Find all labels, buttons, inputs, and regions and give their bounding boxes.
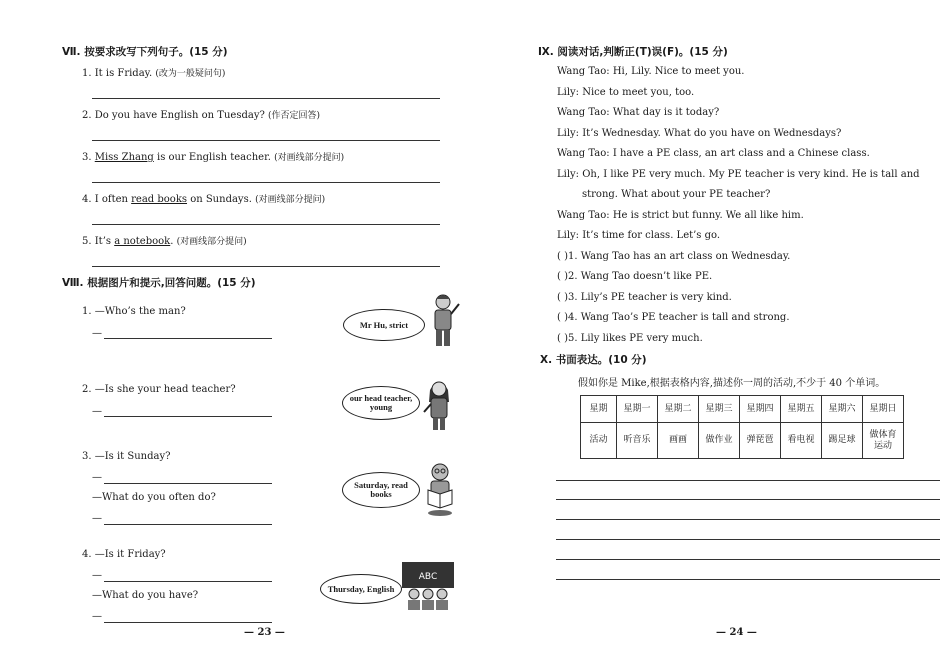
speech-bubble: Thursday, English — [320, 574, 402, 604]
answer-line[interactable] — [92, 98, 440, 99]
answer-line[interactable] — [92, 182, 440, 183]
dialog-line: Wang Tao: I have a PE class, an art class and a Chinese class. — [557, 148, 870, 159]
table-cell: 星期 — [581, 396, 617, 423]
section-8-title: Ⅷ. 根据图片和提示,回答问题。(15 分) — [62, 277, 256, 289]
table-cell: 画画 — [658, 423, 699, 459]
section-7-title: Ⅶ. 按要求改写下列句子。(15 分) — [62, 46, 228, 58]
table-cell: 做体育运动 — [863, 423, 904, 459]
woman-teacher-icon — [422, 376, 456, 435]
answer-line[interactable] — [104, 338, 272, 339]
answer-line[interactable] — [104, 483, 272, 484]
table-cell: 星期五 — [781, 396, 822, 423]
table-cell: 星期六 — [822, 396, 863, 423]
writing-prompt: 假如你是 Mike,根据表格内容,描述你一周的活动,不少于 40 个单词。 — [578, 378, 886, 389]
answer-line[interactable] — [92, 140, 440, 141]
sec7-q4: 4. I often read books on Sundays. (对画线部分提问) — [82, 194, 326, 205]
section-10-title: Ⅹ. 书面表达。(10 分) — [540, 354, 647, 366]
speech-bubble: our head teacher, young — [342, 386, 420, 420]
writing-line[interactable] — [556, 480, 940, 481]
dash: — — [92, 406, 102, 417]
table-cell: 星期一 — [617, 396, 658, 423]
sec8-q4-question-2: —What do you have? — [92, 590, 199, 601]
writing-line[interactable] — [556, 539, 940, 540]
classroom-icon — [400, 560, 456, 615]
speech-bubble: Saturday, read books — [342, 472, 420, 508]
writing-line[interactable] — [556, 559, 940, 560]
tf-statement[interactable]: ( )5. Lily likes PE very much. — [557, 333, 703, 344]
answer-line[interactable] — [104, 524, 272, 525]
dash: — — [92, 513, 102, 524]
sec8-q3-question-2: —What do you often do? — [92, 492, 216, 503]
writing-line[interactable] — [556, 519, 940, 520]
answer-line[interactable] — [104, 416, 272, 417]
dialog-line: Lily: It’s Wednesday. What do you have on Wednesdays? — [557, 128, 842, 139]
sec8-q3-question: 3. —Is it Sunday? — [82, 451, 171, 462]
dash: — — [92, 472, 102, 483]
tf-statement[interactable]: ( )4. Wang Tao’s PE teacher is tall and strong. — [557, 312, 790, 323]
dialog-line: Wang Tao: What day is it today? — [557, 107, 720, 118]
sec8-q4-question: 4. —Is it Friday? — [82, 549, 166, 560]
man-teacher-icon — [426, 292, 460, 353]
sec7-q1: 1. It is Friday. (改为一般疑问句) — [82, 68, 226, 79]
answer-line[interactable] — [104, 622, 272, 623]
table-cell: 星期四 — [740, 396, 781, 423]
tf-statement[interactable]: ( )2. Wang Tao doesn’t like PE. — [557, 271, 713, 282]
sec8-q1-question: 1. —Who’s the man? — [82, 306, 186, 317]
answer-line[interactable] — [92, 266, 440, 267]
sec8-q2-question: 2. —Is she your head teacher? — [82, 384, 236, 395]
weekly-activity-table — [580, 395, 904, 459]
answer-line[interactable] — [92, 224, 440, 225]
reading-person-icon — [422, 460, 458, 519]
table-cell: 做作业 — [699, 423, 740, 459]
tf-statement[interactable]: ( )1. Wang Tao has an art class on Wednesday. — [557, 251, 791, 262]
dialog-line: Lily: It’s time for class. Let’s go. — [557, 230, 721, 241]
dialog-line: Wang Tao: He is strict but funny. We all like him. — [557, 210, 804, 221]
writing-line[interactable] — [556, 499, 940, 500]
table-cell: 踢足球 — [822, 423, 863, 459]
writing-line[interactable] — [556, 579, 940, 580]
sec7-q5: 5. It’s a notebook. (对画线部分提问) — [82, 236, 247, 247]
table-cell: 星期二 — [658, 396, 699, 423]
table-cell: 弹琵琶 — [740, 423, 781, 459]
page-number: — 24 — — [716, 627, 757, 638]
page-number: — 23 — — [244, 627, 285, 638]
dash: — — [92, 328, 102, 339]
sec7-q2: 2. Do you have English on Tuesday? (作否定回答) — [82, 110, 321, 121]
tf-statement[interactable]: ( )3. Lily’s PE teacher is very kind. — [557, 292, 732, 303]
table-cell: 活动 — [581, 423, 617, 459]
dialog-line: Wang Tao: Hi, Lily. Nice to meet you. — [557, 66, 745, 77]
section-9-title: Ⅸ. 阅读对话,判断正(T)误(F)。(15 分) — [538, 46, 728, 58]
answer-line[interactable] — [104, 581, 272, 582]
dialog-line: Lily: Nice to meet you, too. — [557, 87, 695, 98]
table-cell: 星期日 — [863, 396, 904, 423]
table-cell: 看电视 — [781, 423, 822, 459]
dash: — — [92, 570, 102, 581]
dialog-line: strong. What about your PE teacher? — [582, 189, 771, 200]
dialog-line: Lily: Oh, I like PE very much. My PE teacher is very kind. He is tall and — [557, 169, 920, 180]
svg-text:ABC: ABC — [418, 572, 438, 582]
speech-bubble: Mr Hu, strict — [343, 309, 425, 341]
table-cell: 听音乐 — [617, 423, 658, 459]
sec7-q3: 3. Miss Zhang is our English teacher. (对画线部分提问) — [82, 152, 345, 163]
dash: — — [92, 611, 102, 622]
table-cell: 星期三 — [699, 396, 740, 423]
